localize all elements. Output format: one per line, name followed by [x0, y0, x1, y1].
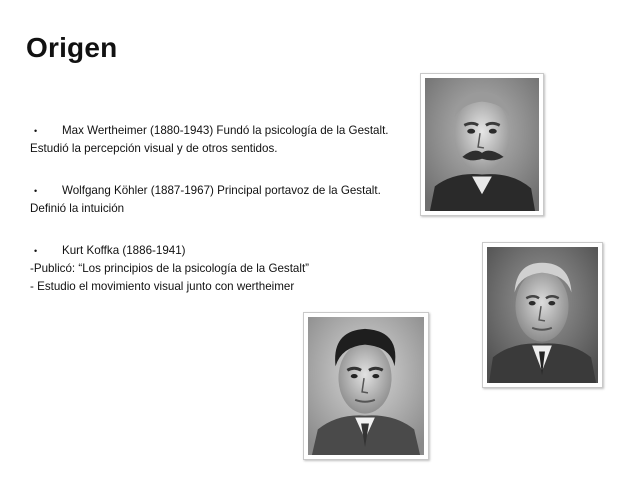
entry-wertheimer	[30, 122, 389, 158]
entry-koffka	[30, 242, 309, 296]
entry-detail: - Estudio el movimiento visual junto con wertheimer	[30, 280, 295, 293]
bullet-icon: •	[34, 186, 38, 196]
entry-heading: Wolfgang Köhler (1887-1967) Principal portavoz de la Gestalt.	[62, 184, 381, 197]
entry-detail: Estudió la percepción visual y de otros sentidos.	[30, 142, 278, 155]
entry-heading: Kurt Koffka (1886-1941)	[62, 244, 186, 257]
koffka-photo	[303, 312, 429, 460]
bullet-icon: •	[34, 246, 38, 256]
slide-title: Origen	[26, 32, 118, 63]
bullet-icon: •	[34, 126, 38, 136]
entry-kohler	[30, 182, 381, 218]
entry-detail: -Publicó: “Los principios de la psicología de la Gestalt”	[30, 262, 310, 275]
kohler-photo	[482, 242, 603, 388]
entry-heading: Max Wertheimer (1880-1943) Fundó la psicología de la Gestalt.	[62, 124, 389, 137]
entry-detail: Definió la intuición	[30, 202, 125, 215]
wertheimer-photo	[420, 73, 544, 216]
